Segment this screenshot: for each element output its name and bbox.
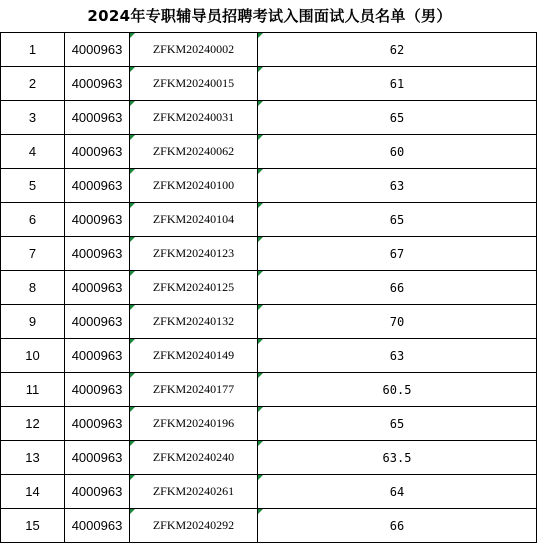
cell-exam-id[interactable] <box>130 203 258 237</box>
cell-exam-id[interactable] <box>130 33 258 67</box>
cell-score-text: 66 <box>389 280 405 295</box>
cell-sequence-number-text: 4 <box>28 144 37 159</box>
table-row <box>1 33 537 67</box>
candidate-table <box>0 32 537 543</box>
number-stored-as-text-indicator-icon <box>258 135 263 140</box>
number-stored-as-text-indicator-icon <box>258 407 263 412</box>
cell-score-text: 65 <box>389 212 405 227</box>
cell-exam-id[interactable] <box>130 237 258 271</box>
cell-sequence-number[interactable] <box>1 135 65 169</box>
cell-sequence-number[interactable] <box>1 67 65 101</box>
number-stored-as-text-indicator-icon <box>258 33 263 38</box>
table-row <box>1 237 537 271</box>
cell-position-code-text: 4000963 <box>71 348 123 363</box>
cell-score[interactable] <box>258 509 537 543</box>
table-row <box>1 509 537 543</box>
number-stored-as-text-indicator-icon <box>258 339 263 344</box>
number-stored-as-text-indicator-icon <box>130 67 135 72</box>
cell-position-code-text: 4000963 <box>71 416 123 431</box>
cell-score-text: 65 <box>389 110 405 125</box>
cell-position-code-text: 4000963 <box>71 76 123 91</box>
cell-sequence-number-text: 8 <box>28 280 37 295</box>
cell-score[interactable] <box>258 135 537 169</box>
number-stored-as-text-indicator-icon <box>130 441 135 446</box>
cell-exam-id-text: ZFKM20240261 <box>152 484 235 498</box>
cell-position-code[interactable] <box>65 237 130 271</box>
cell-sequence-number-text: 2 <box>28 76 37 91</box>
cell-score-text: 60 <box>389 144 405 159</box>
table-row <box>1 441 537 475</box>
number-stored-as-text-indicator-icon <box>130 509 135 514</box>
cell-exam-id[interactable] <box>130 373 258 407</box>
cell-sequence-number[interactable] <box>1 373 65 407</box>
cell-position-code[interactable] <box>65 203 130 237</box>
cell-position-code[interactable] <box>65 33 130 67</box>
cell-position-code[interactable] <box>65 135 130 169</box>
cell-sequence-number[interactable] <box>1 101 65 135</box>
number-stored-as-text-indicator-icon <box>130 339 135 344</box>
table-row <box>1 203 537 237</box>
cell-exam-id[interactable] <box>130 135 258 169</box>
cell-sequence-number-text: 1 <box>28 42 37 57</box>
cell-position-code[interactable] <box>65 373 130 407</box>
cell-score[interactable] <box>258 339 537 373</box>
cell-exam-id[interactable] <box>130 67 258 101</box>
cell-sequence-number-text: 7 <box>28 246 37 261</box>
cell-position-code[interactable] <box>65 441 130 475</box>
cell-position-code-text: 4000963 <box>71 280 123 295</box>
cell-sequence-number[interactable] <box>1 441 65 475</box>
cell-score-text: 63.5 <box>382 450 412 465</box>
cell-exam-id-text: ZFKM20240240 <box>152 450 235 464</box>
number-stored-as-text-indicator-icon <box>258 475 263 480</box>
table-row <box>1 407 537 441</box>
number-stored-as-text-indicator-icon <box>130 373 135 378</box>
cell-position-code-text: 4000963 <box>71 484 123 499</box>
number-stored-as-text-indicator-icon <box>258 169 263 174</box>
cell-sequence-number-text: 6 <box>28 212 37 227</box>
cell-score[interactable] <box>258 203 537 237</box>
cell-position-code-text: 4000963 <box>71 382 123 397</box>
cell-sequence-number-text: 13 <box>25 450 40 465</box>
number-stored-as-text-indicator-icon <box>258 271 263 276</box>
cell-position-code-text: 4000963 <box>71 314 123 329</box>
cell-score[interactable] <box>258 373 537 407</box>
cell-score[interactable] <box>258 407 537 441</box>
cell-score[interactable] <box>258 271 537 305</box>
cell-score-text: 61 <box>389 76 405 91</box>
cell-position-code-text: 4000963 <box>71 42 123 57</box>
cell-score-text: 63 <box>389 178 405 193</box>
cell-sequence-number-text: 9 <box>28 314 37 329</box>
cell-sequence-number[interactable] <box>1 305 65 339</box>
cell-score[interactable] <box>258 305 537 339</box>
number-stored-as-text-indicator-icon <box>258 509 263 514</box>
cell-score-text: 67 <box>389 246 405 261</box>
cell-exam-id[interactable] <box>130 475 258 509</box>
number-stored-as-text-indicator-icon <box>258 305 263 310</box>
cell-score-text: 63 <box>389 348 405 363</box>
cell-sequence-number-text: 15 <box>25 518 40 533</box>
cell-exam-id[interactable] <box>130 407 258 441</box>
cell-sequence-number[interactable] <box>1 33 65 67</box>
cell-exam-id-text: ZFKM20240123 <box>152 246 235 260</box>
cell-sequence-number[interactable] <box>1 237 65 271</box>
sheet-title[interactable]: 2024年专职辅导员招聘考试入围面试人员名单（男） <box>87 7 452 25</box>
cell-position-code[interactable] <box>65 407 130 441</box>
table-row <box>1 305 537 339</box>
cell-score-text: 60.5 <box>382 382 412 397</box>
cell-position-code[interactable] <box>65 509 130 543</box>
cell-score[interactable] <box>258 33 537 67</box>
cell-position-code[interactable] <box>65 339 130 373</box>
number-stored-as-text-indicator-icon <box>130 169 135 174</box>
cell-sequence-number[interactable] <box>1 203 65 237</box>
cell-position-code[interactable] <box>65 169 130 203</box>
candidate-table-body <box>1 33 537 543</box>
cell-position-code[interactable] <box>65 67 130 101</box>
cell-position-code-text: 4000963 <box>71 212 123 227</box>
cell-exam-id-text: ZFKM20240015 <box>152 76 235 90</box>
cell-sequence-number-text: 12 <box>25 416 40 431</box>
number-stored-as-text-indicator-icon <box>130 271 135 276</box>
sheet-bottom-edge <box>0 543 539 547</box>
cell-score-text: 62 <box>389 42 405 57</box>
cell-exam-id[interactable] <box>130 339 258 373</box>
number-stored-as-text-indicator-icon <box>130 305 135 310</box>
cell-exam-id-text: ZFKM20240292 <box>152 518 235 532</box>
cell-exam-id-text: ZFKM20240177 <box>152 382 235 396</box>
table-row <box>1 271 537 305</box>
cell-exam-id[interactable] <box>130 305 258 339</box>
cell-position-code[interactable] <box>65 475 130 509</box>
cell-exam-id-text: ZFKM20240062 <box>152 144 235 158</box>
cell-exam-id[interactable] <box>130 101 258 135</box>
cell-exam-id-text: ZFKM20240002 <box>152 42 235 56</box>
cell-score-text: 66 <box>389 518 405 533</box>
cell-position-code[interactable] <box>65 271 130 305</box>
cell-position-code-text: 4000963 <box>71 178 123 193</box>
cell-sequence-number-text: 11 <box>25 382 40 397</box>
cell-sequence-number[interactable] <box>1 509 65 543</box>
cell-score[interactable] <box>258 441 537 475</box>
cell-score-text: 64 <box>389 484 405 499</box>
cell-exam-id-text: ZFKM20240104 <box>152 212 235 226</box>
table-row <box>1 475 537 509</box>
cell-sequence-number-text: 14 <box>25 484 40 499</box>
cell-sequence-number-text: 5 <box>28 178 37 193</box>
table-row <box>1 67 537 101</box>
cell-exam-id-text: ZFKM20240149 <box>152 348 235 362</box>
table-row <box>1 101 537 135</box>
number-stored-as-text-indicator-icon <box>258 67 263 72</box>
table-row <box>1 135 537 169</box>
cell-exam-id-text: ZFKM20240031 <box>152 110 235 124</box>
cell-exam-id-text: ZFKM20240125 <box>152 280 235 294</box>
number-stored-as-text-indicator-icon <box>130 203 135 208</box>
cell-score[interactable] <box>258 237 537 271</box>
number-stored-as-text-indicator-icon <box>130 33 135 38</box>
cell-exam-id[interactable] <box>130 441 258 475</box>
cell-score[interactable] <box>258 169 537 203</box>
cell-position-code-text: 4000963 <box>71 518 123 533</box>
number-stored-as-text-indicator-icon <box>258 373 263 378</box>
number-stored-as-text-indicator-icon <box>258 441 263 446</box>
cell-position-code[interactable] <box>65 305 130 339</box>
cell-sequence-number[interactable] <box>1 169 65 203</box>
cell-score-text: 70 <box>389 314 405 329</box>
cell-score[interactable] <box>258 475 537 509</box>
number-stored-as-text-indicator-icon <box>130 135 135 140</box>
cell-exam-id-text: ZFKM20240100 <box>152 178 235 192</box>
cell-exam-id-text: ZFKM20240132 <box>152 314 235 328</box>
cell-sequence-number[interactable] <box>1 339 65 373</box>
cell-exam-id[interactable] <box>130 271 258 305</box>
table-row <box>1 169 537 203</box>
cell-sequence-number-text: 10 <box>25 348 40 363</box>
cell-sequence-number[interactable] <box>1 407 65 441</box>
number-stored-as-text-indicator-icon <box>130 101 135 106</box>
number-stored-as-text-indicator-icon <box>258 101 263 106</box>
number-stored-as-text-indicator-icon <box>258 203 263 208</box>
cell-sequence-number[interactable] <box>1 271 65 305</box>
cell-exam-id-text: ZFKM20240196 <box>152 416 235 430</box>
cell-score[interactable] <box>258 101 537 135</box>
table-row <box>1 373 537 407</box>
cell-sequence-number[interactable] <box>1 475 65 509</box>
cell-position-code-text: 4000963 <box>71 450 123 465</box>
table-row <box>1 339 537 373</box>
cell-position-code-text: 4000963 <box>71 246 123 261</box>
number-stored-as-text-indicator-icon <box>258 237 263 242</box>
number-stored-as-text-indicator-icon <box>130 475 135 480</box>
cell-sequence-number-text: 3 <box>28 110 37 125</box>
cell-exam-id[interactable] <box>130 169 258 203</box>
number-stored-as-text-indicator-icon <box>130 407 135 412</box>
cell-score[interactable] <box>258 67 537 101</box>
cell-position-code-text: 4000963 <box>71 110 123 125</box>
cell-position-code-text: 4000963 <box>71 144 123 159</box>
cell-position-code[interactable] <box>65 101 130 135</box>
cell-exam-id[interactable] <box>130 509 258 543</box>
cell-score-text: 65 <box>389 416 405 431</box>
number-stored-as-text-indicator-icon <box>130 237 135 242</box>
